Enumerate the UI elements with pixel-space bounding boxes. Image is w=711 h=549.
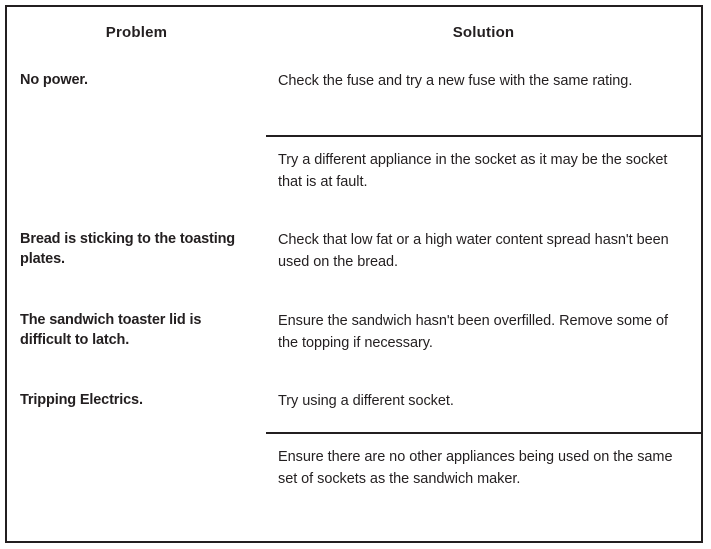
solution-subrow [266,433,701,541]
solution-subtable [266,378,701,541]
solution-subcell [266,136,701,217]
solution-subrow [266,378,701,433]
solution-text: Check that low fat or a high water content spread hasn't been used on the bread. [278,232,669,270]
solution-subcell [266,378,701,433]
problem-text: Bread is sticking to the toasting plates. [20,231,235,267]
solution-cell [266,298,701,378]
solution-subrow [266,58,701,136]
problem-cell [7,58,266,217]
header-label-problem: Problem [105,23,168,41]
problem-cell [7,378,266,541]
troubleshooting-table-container [5,5,703,543]
solution-text: Try using a different socket. [278,393,454,409]
solution-text: Ensure there are no other appliances being used on the same set of sockets as the sandwich maker. [278,449,673,487]
header-cell-problem [7,7,266,58]
solution-subcell [266,433,701,541]
header-label-solution: Solution [452,23,515,41]
problem-text: The sandwich toaster lid is difficult to latch. [20,312,202,348]
solution-cell [266,378,701,541]
solution-cell [266,58,701,217]
table-row [7,298,701,378]
problem-cell [7,298,266,378]
troubleshooting-table [7,7,701,541]
solution-cell [266,217,701,298]
table-row [7,217,701,298]
solution-subrow [266,136,701,217]
solution-text: Try a different appliance in the socket as it may be the socket that is at fault. [278,152,668,190]
table-header-row [7,7,701,58]
problem-cell [7,217,266,298]
header-cell-solution [266,7,701,58]
solution-subcell [266,58,701,136]
problem-text: Tripping Electrics. [20,392,143,408]
table-row [7,58,701,217]
solution-text: Check the fuse and try a new fuse with the same rating. [278,73,633,89]
solution-text: Ensure the sandwich hasn't been overfilled. Remove some of the topping if necessary. [278,313,668,351]
problem-text: No power. [20,72,88,88]
solution-subtable [266,58,701,217]
table-row [7,378,701,541]
